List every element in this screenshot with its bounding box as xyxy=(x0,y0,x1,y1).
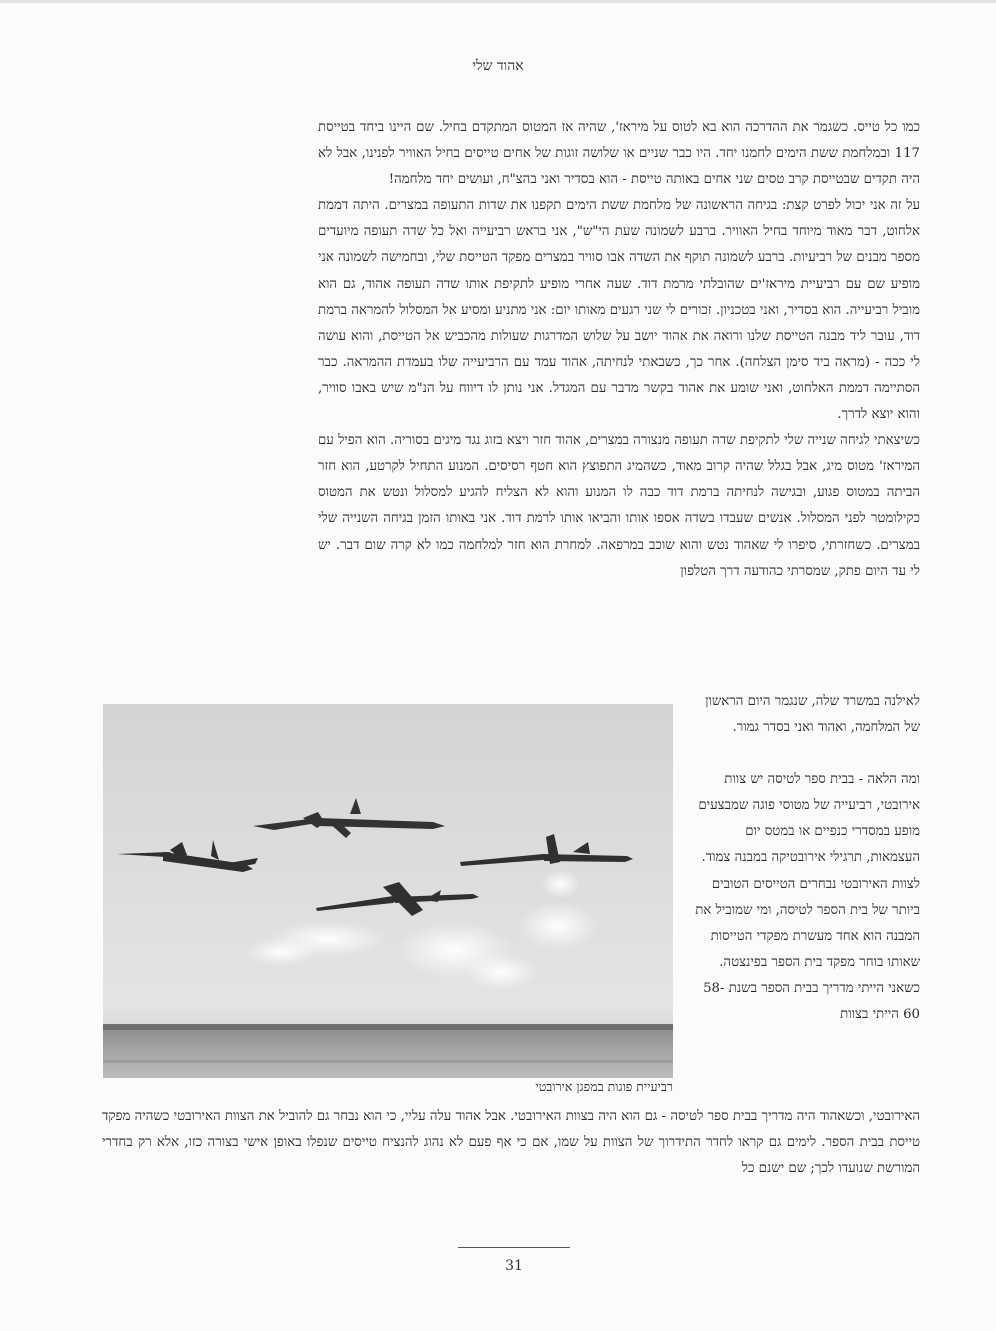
page-number: 31 xyxy=(505,1258,523,1274)
body-text-top xyxy=(318,115,920,585)
paragraph: כשיצאתי לגיחה שנייה שלי לתקיפת שדה תעופה מנצורה במצרים, אהוד חזר ויצא בזוג נגד מיגים בסוריה. הוא הפיל עם המיראז' מטוס מיג, אבל בגלל שהיה קרוב מאוד, כשהמיג התפוצץ הוא חטף רסיסים. המנוע התחיל לקרטע, הוא חזר הביתה במטוס פגוע, ובגישה לנחיתה ברמת דוד כבה לו המנוע והוא לא הצליח להגיע למסלול ונטש את המטוס כקילומטר לפני המסלול. אנשים שעבדו בשדה אספו אותו והביאו אותו לרמת דוד. אני באותו הזמן בגיחה השנייה שלי במצרים. כשחזרתי, סיפרו לי שאהוד נטש והוא שוכב במרפאה. למחרת הוא חזר למלחמה כמו לא קרה שום דבר. יש לי עד היום פתק, שמסרתי כהודעה דרך הטלפון xyxy=(318,433,920,579)
scan-edge xyxy=(0,0,996,3)
paragraph: האירובטי, וכשאהוד היה מדריך בבית ספר לטיסה - גם הוא היה בצוות האירובטי. אבל אהוד עלה עליי, כי הוא נבחר גם להוביל את הצוות האירובטי כשהיה מפקד טייסת בבית הספר. לימים גם קראו לחדר התידרוך של הצוות על שמו, אם כי אף פעם לא נהוג להנציח טייסים שנפלו באופן אישי בצורה כזו, אלא רק בחדרי המורשת שנועדו לכך; שם ישנם כל xyxy=(102,1109,920,1177)
body-text-bottom xyxy=(102,1104,920,1182)
paragraph: ומה הלאה - בבית ספר לטיסה יש צוות אירובטי, רביעייה של מטוסי פוגה שמבצעים מופע במסדרי כנפיים או במטס יום העצמאות, תרגילי אירובטיקה במבנה צמוד. לצוות האירובטי נבחרים הטייסים הטובים ביותר של בית הספר לטיסה, ומי שמוביל את המבנה הוא אחד מעשרת מפקדי הטייסות שאותו בוחר מפקד בית הספר בפינצטה. כשאני הייתי מדריך בבית הספר בשנת 58-60 הייתי בצוות xyxy=(695,772,920,1023)
body-text-beside-photo xyxy=(688,689,920,1028)
running-head: אהוד שלי xyxy=(472,58,524,74)
paragraph: על זה אני יכול לפרט קצת: בגיחה הראשונה של מלחמת ששת הימים תקפנו את שדות התעופה במצרים. היתה דממת אלחוט, דבר מאוד מיוחד בחיל האוויר. ברבע לשמונה שעת הי"ש", אני בראש רביעייה ואל כל שדה תעופה מיועדים מספר מבנים של רביעיות. ברבע לשמונה תוקף את השדה אבו סוויר במצרים מפקד הטייסת שלי, ובחמישה לשמונה אני מופיע שם עם רביעיית מיראז'ים שהובלתי מרמת דוד. שעה אחרי מופיע לתקיפת אותו שדה תעופה אהוד, גם הוא מוביל רביעייה. הוא בסדיר, ואני בטכניון. זכורים לי שני רגעים מאותו יום: אני מתניע ומסיע אל המסלול להמראה ברמת דוד, עובר ליד מבנה הטייסת שלנו ורואה את אהוד יושב על שלוש המדרגות שעולות מהכביש אל הטייסת, והוא עושה לי ככה - (מראה ביד סימן הצלחה). אחר כך, כשבאתי לנחיתה, אהוד עמד עם הרביעייה שלו בעמדת ההמראה. כבר הסתיימה דממת האלחוט, ואני שומע את אהוד בקשר מדבר עם המגדל. אני נותן לו דיווח על הנ"מ שיש באבו סוויר, והוא יוצא לדרך. xyxy=(318,198,920,423)
photo-caption: רביעיית פוגות במפגן אירובטי xyxy=(535,1079,673,1094)
airshow-photo xyxy=(103,704,673,1078)
fouga-formation-image xyxy=(103,704,673,1078)
footer-rule xyxy=(458,1247,570,1248)
paragraph: לאילנה במשרד שלה, שנגמר היום הראשון של המלחמה, ואהוד ואני בסדר גמור. xyxy=(705,694,920,736)
paragraph: כמו כל טייס. כשגמר את ההדרכה הוא בא לטוס על מיראז', שהיה אז המטוס המתקדם בחיל. שם היינו ביחד בטייסת 117 ובמלחמת ששת הימים לחמנו יחד. היו כבר שניים או שלושה זוגות של אחים טייסים בחיל האוויר לפנינו, אבל לא היה תקדים שבטייסת קרב טסים שני אחים באותה טייסת - הוא בסדיר ואני בהצ"ח, ועושים יחד מלחמה! xyxy=(318,120,920,188)
